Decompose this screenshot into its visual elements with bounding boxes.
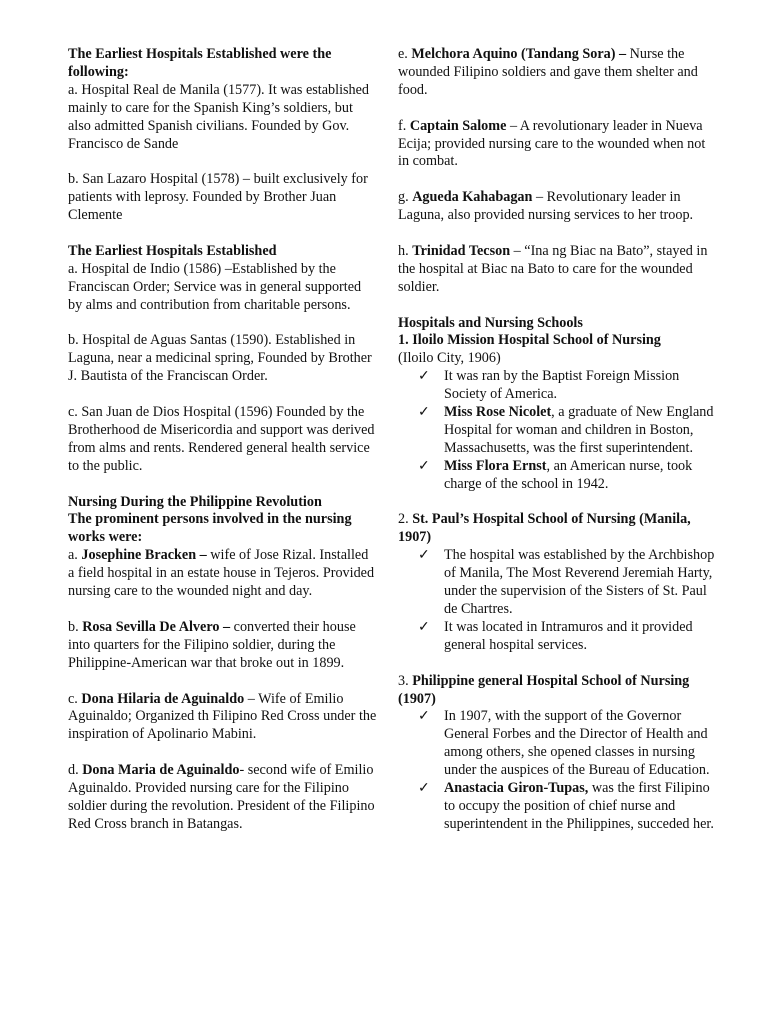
school-title: St. Paul’s Hospital School of Nursing (Manila, 1907) bbox=[398, 511, 691, 546]
school-section-2 bbox=[398, 511, 718, 654]
list-item bbox=[398, 619, 718, 655]
item-bold: Anastacia Giron-Tupas, bbox=[444, 780, 589, 797]
section-revolution bbox=[68, 494, 378, 601]
list-item bbox=[398, 458, 718, 494]
entry-text: Nurse the wounded Filipino soldiers and gave them shelter and food. bbox=[398, 46, 698, 98]
item-text: The hospital was established by the Archbishop of Manila, The Most Reverend Jeremiah Harty, under the supervision of the Sisters of St. Paul de Chartres. bbox=[444, 547, 715, 618]
list-item bbox=[398, 368, 718, 404]
item-text: was the first Filipino to occupy the position of chief nurse and superintendent in the Philippines, succeded her. bbox=[444, 780, 714, 832]
entry-text: – Wife of Emilio Aguinaldo; Organized th Filipino Red Cross under the inspiration of Apolinario Mabini. bbox=[68, 690, 377, 743]
entry-text: - second wife of Emilio Aguinaldo. Provided nursing care for the Filipino soldier during the revolution. President of the Filipino Red Cross branch in Batangas. bbox=[68, 762, 375, 832]
entry-prefix: b. bbox=[68, 618, 83, 635]
checklist bbox=[398, 547, 718, 654]
check-icon: ✓ bbox=[418, 618, 430, 635]
person-name: Captain Salome bbox=[409, 117, 507, 134]
person-entry bbox=[68, 619, 378, 673]
left-column bbox=[68, 46, 378, 852]
section-heading: Hospitals and Nursing Schools bbox=[398, 314, 583, 331]
school-title-line bbox=[398, 673, 718, 709]
entry-prefix: e. bbox=[398, 46, 412, 62]
school-subtitle: (Iloilo City, 1906) bbox=[398, 350, 501, 367]
item-bold: Miss Flora Ernst bbox=[444, 457, 547, 474]
entry-prefix: 3. bbox=[398, 672, 413, 689]
entry-prefix: a. bbox=[68, 547, 82, 564]
person-entry bbox=[398, 189, 718, 225]
right-column bbox=[398, 46, 718, 852]
person-entry bbox=[398, 243, 718, 297]
school-title: 1. Iloilo Mission Hospital School of Nursing bbox=[398, 332, 661, 349]
item-bold: Miss Rose Nicolet bbox=[444, 404, 552, 421]
paragraph: a. Hospital Real de Manila (1577). It was established mainly to care for the Spanish King’s soldiers, but also admitted Spanish civilians. Founded by Gov. Francisco de Sande bbox=[68, 81, 370, 152]
person-entry bbox=[398, 46, 718, 100]
entry-prefix: c. bbox=[68, 690, 82, 707]
list-item bbox=[398, 780, 718, 834]
item-text: It was located in Intramuros and it provided general hospital services. bbox=[444, 618, 693, 653]
person-name: Dona Maria de Aguinaldo bbox=[82, 762, 240, 779]
person-entry bbox=[398, 118, 718, 172]
section-earliest-hospitals-2 bbox=[68, 243, 378, 315]
check-icon: ✓ bbox=[418, 780, 430, 797]
paragraph: a. Hospital de Indio (1586) –Established by the Franciscan Order; Service was in general supported by alms and contribution from charitable persons. bbox=[68, 260, 362, 313]
check-icon: ✓ bbox=[418, 547, 430, 564]
person-name: Agueda Kahabagan bbox=[412, 189, 533, 206]
entry-prefix: d. bbox=[68, 762, 83, 779]
person-entry bbox=[68, 691, 378, 745]
person-name: Dona Hilaria de Aguinaldo bbox=[81, 690, 245, 707]
entry-text: – “Ina ng Biac na Bato”, stayed in the hospital at Biac na Bato to care for the wounded soldier. bbox=[398, 242, 708, 295]
entry-prefix: 2. bbox=[398, 511, 413, 528]
check-icon: ✓ bbox=[418, 368, 430, 385]
check-icon: ✓ bbox=[418, 708, 430, 725]
entry-prefix: f. bbox=[398, 117, 410, 134]
entry-text: wife of Jose Rizal. Installed a field hospital in an estate house in Tejeros. Provided nursing care to the wounded night and day. bbox=[68, 547, 375, 600]
paragraph: b. Hospital de Aguas Santas (1590). Established in Laguna, near a medicinal spring, Founded by Brother J. Bautista of the Franciscan Order. bbox=[68, 332, 372, 385]
school-section-1 bbox=[398, 315, 718, 494]
person-name: Trinidad Tecson bbox=[412, 242, 511, 259]
check-icon: ✓ bbox=[418, 457, 430, 474]
person-entry bbox=[68, 547, 378, 601]
person-entry bbox=[68, 762, 378, 834]
check-icon: ✓ bbox=[418, 404, 430, 421]
item-text: , a graduate of New England Hospital for woman and children in Boston, Massachusetts, was the first superintendent. bbox=[444, 404, 714, 456]
item-text: It was ran by the Baptist Foreign Mission Society of America. bbox=[444, 368, 680, 403]
item-text: , an American nurse, took charge of the school in 1942. bbox=[444, 457, 693, 492]
person-name: Melchora Aquino (Tandang Sora) – bbox=[411, 46, 627, 62]
section-heading: The Earliest Hospitals Established bbox=[68, 242, 277, 259]
school-title: Philippine general Hospital School of Nursing (1907) bbox=[398, 672, 690, 707]
school-title-line bbox=[398, 511, 718, 547]
entry-text: – A revolutionary leader in Nueva Ecija; provided nursing care to the wounded when not in combat. bbox=[398, 117, 706, 170]
person-name: Rosa Sevilla De Alvero – bbox=[82, 618, 231, 635]
entry-prefix: h. bbox=[398, 242, 413, 259]
section-heading: Nursing During the Philippine Revolution bbox=[68, 493, 322, 510]
checklist bbox=[398, 708, 718, 833]
list-item bbox=[398, 547, 718, 619]
section-subheading: The prominent persons involved in the nursing works were: bbox=[68, 511, 352, 546]
section-heading: The Earliest Hospitals Established were the following: bbox=[68, 46, 332, 80]
paragraph: b. San Lazaro Hospital (1578) – built exclusively for patients with leprosy. Founded by Brother Juan Clemente bbox=[68, 171, 368, 224]
school-section-3 bbox=[398, 673, 718, 834]
item-text: In 1907, with the support of the Governor General Forbes and the Director of Health and among others, she opened classes in nursing under the auspices of the Bureau of Education. bbox=[444, 708, 710, 779]
section-earliest-hospitals-1 bbox=[68, 46, 378, 153]
list-item bbox=[398, 404, 718, 458]
entry-text: – Revolutionary leader in Laguna, also provided nursing services to her troop. bbox=[398, 189, 694, 224]
paragraph: c. San Juan de Dios Hospital (1596) Founded by the Brotherhood de Misericordia and support was derived from alms and rents. Rendered general health service to the public. bbox=[68, 404, 375, 474]
entry-text: converted their house into quarters for the Filipino soldier, during the Philippine-American war that broke out in 1899. bbox=[68, 618, 356, 671]
person-name: Josephine Bracken – bbox=[81, 547, 207, 564]
checklist bbox=[398, 368, 718, 493]
list-item bbox=[398, 708, 718, 780]
entry-prefix: g. bbox=[398, 189, 413, 206]
